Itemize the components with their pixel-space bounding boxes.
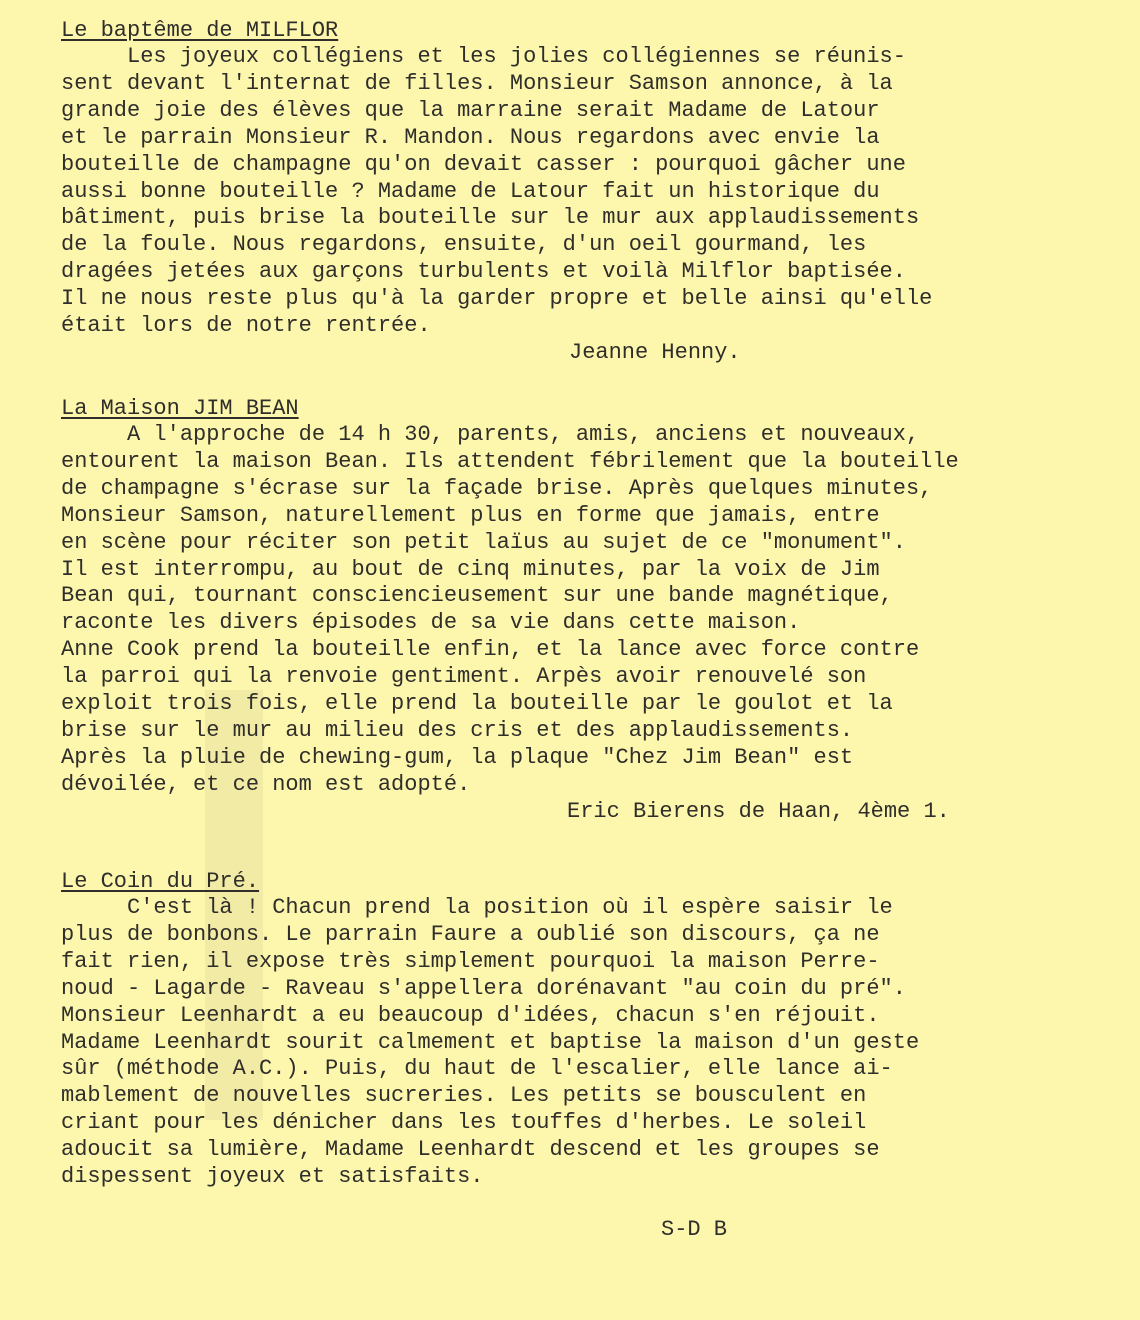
text-line: Monsieur Leenhardt a eu beaucoup d'idées, chacun s'en réjouit. (61, 1002, 880, 1028)
section-milflor (61, 18, 932, 367)
section-coin-du-pre (61, 869, 919, 1244)
text-line: Monsieur Samson, naturellement plus en forme que jamais, entre (61, 502, 880, 528)
section-jim-bean (61, 396, 959, 826)
author-signature: Eric Bierens de Haan, 4ème 1. (567, 798, 950, 824)
text-line: noud - Lagarde - Raveau s'appellera dorénavant "au coin du pré". (61, 975, 906, 1001)
section-heading: Le baptême de MILFLOR (61, 18, 339, 43)
text-line: exploit trois fois, elle prend la bouteille par le goulot et la (61, 691, 893, 717)
text-line: Les joyeux collégiens et les jolies collégiennes se réunis- (61, 44, 906, 69)
section-heading: Le Coin du Pré. (61, 869, 260, 894)
text-line: mablement de nouvelles sucreries. Les petits se bousculent en (61, 1083, 867, 1109)
text-line: en scène pour réciter son petit laïus au sujet de ce "monument". (61, 529, 906, 555)
text-line: entourent la maison Bean. Ils attendent fébrilement que la bouteille (61, 448, 959, 474)
text-line: sûr (méthode A.C.). Puis, du haut de l'escalier, elle lance ai- (61, 1056, 893, 1082)
text-line: Il est interrompu, au bout de cinq minutes, par la voix de Jim (61, 556, 880, 582)
text-line: était lors de notre rentrée. (61, 313, 431, 339)
text-line: la parroi qui la renvoie gentiment. Arpès avoir renouvelé son (61, 664, 867, 690)
text-line: criant pour les dénicher dans les touffes d'herbes. Le soleil (61, 1110, 867, 1136)
text-line: de champagne s'écrase sur la façade brise. Après quelques minutes, (61, 475, 933, 501)
text-line: Bean qui, tournant consciencieusement sur une bande magnétique, (61, 583, 893, 609)
text-line: dispessent joyeux et satisfaits. (61, 1164, 484, 1190)
text-line: dévoilée, et ce nom est adopté. (61, 771, 471, 797)
text-line: dragées jetées aux garçons turbulents et voilà Milflor baptisée. (61, 259, 906, 285)
text-line: bouteille de champagne qu'on devait casser : pourquoi gâcher une (61, 151, 906, 177)
text-line: brise sur le mur au milieu des cris et des applaudissements. (61, 717, 854, 743)
text-line: fait rien, il expose très simplement pourquoi la maison Perre- (61, 948, 880, 974)
text-line: A l'approche de 14 h 30, parents, amis, anciens et nouveaux, (61, 422, 920, 447)
text-line: aussi bonne bouteille ? Madame de Latour fait un historique du (61, 178, 880, 204)
author-signature: S-D B (661, 1216, 728, 1242)
text-line: C'est là ! Chacun prend la position où il espère saisir le (61, 895, 893, 920)
section-heading: La Maison JIM BEAN (61, 396, 299, 421)
text-line: bâtiment, puis brise la bouteille sur le mur aux applaudissements (61, 205, 920, 231)
text-line: grande joie des élèves que la marraine serait Madame de Latour (61, 97, 880, 123)
author-signature: Jeanne Henny. (569, 339, 741, 365)
text-line: Madame Leenhardt sourit calmement et baptise la maison d'un geste (61, 1029, 920, 1055)
text-line: plus de bonbons. Le parrain Faure a oublié son discours, ça ne (61, 921, 880, 947)
text-line: de la foule. Nous regardons, ensuite, d'un oeil gourmand, les (61, 232, 867, 258)
text-line: raconte les divers épisodes de sa vie dans cette maison. (61, 610, 801, 636)
text-line: Anne Cook prend la bouteille enfin, et la lance avec force contre (61, 637, 920, 663)
text-line: Après la pluie de chewing-gum, la plaque "Chez Jim Bean" est (61, 744, 854, 770)
text-line: adoucit sa lumière, Madame Leenhardt descend et les groupes se (61, 1137, 880, 1163)
text-line: sent devant l'internat de filles. Monsieur Samson annonce, à la (61, 70, 893, 96)
text-line: Il ne nous reste plus qu'à la garder propre et belle ainsi qu'elle (61, 286, 933, 312)
text-line: et le parrain Monsieur R. Mandon. Nous regardons avec envie la (61, 124, 880, 150)
